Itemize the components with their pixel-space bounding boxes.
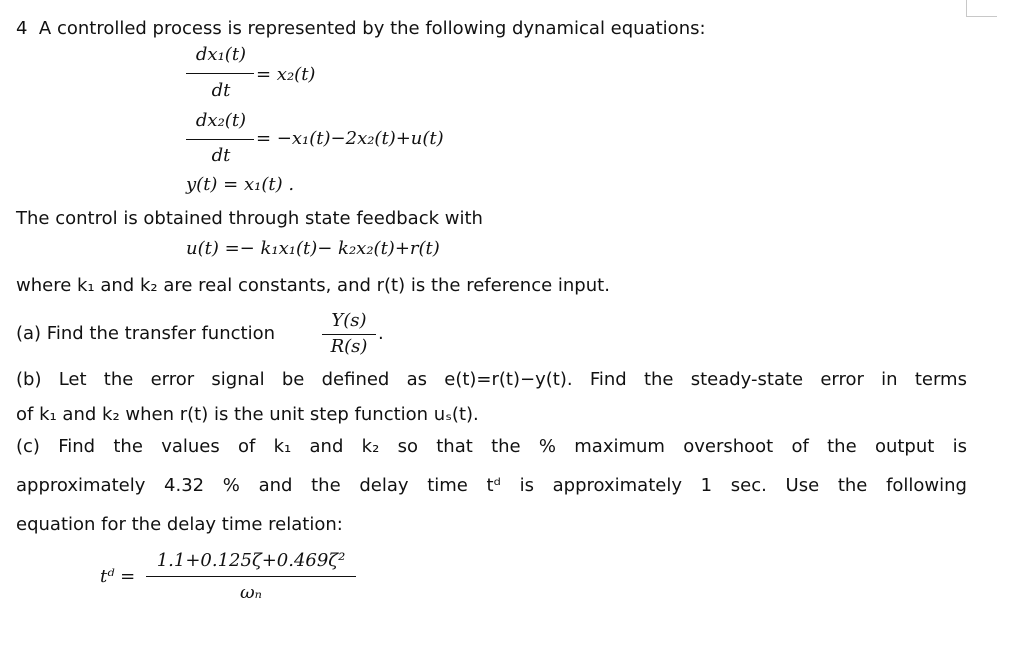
output-equation: y(t) = x₁(t) . <box>186 174 295 195</box>
part-a-period: . <box>378 323 384 344</box>
problem-intro: A controlled process is represented by the following dynamical equations: <box>38 18 706 39</box>
word: 1 <box>700 475 713 496</box>
word: be <box>281 369 305 390</box>
word: (b) <box>16 369 42 390</box>
word: Find <box>589 369 627 390</box>
part-b-line-2: of k₁ and k₂ when r(t) is the unit step function uₛ(t). <box>16 404 479 425</box>
word: e(t)=r(t)−y(t). <box>444 369 573 390</box>
part-b-line-1 <box>16 369 967 390</box>
word: that <box>436 436 473 457</box>
part-c-line-2-words <box>16 475 967 496</box>
word: approximately <box>552 475 682 496</box>
part-a-denominator: R(s) <box>330 336 368 357</box>
word: % <box>222 475 240 496</box>
word: output <box>874 436 935 457</box>
word: of <box>791 436 809 457</box>
part-b-line-1-words <box>16 369 967 390</box>
word: defined <box>321 369 390 390</box>
part-c-line-2 <box>16 475 967 496</box>
word: % <box>538 436 556 457</box>
word: approximately <box>16 475 146 496</box>
part-c-line-3: equation for the delay time relation: <box>16 514 343 535</box>
word: Find <box>58 436 96 457</box>
word: and <box>309 436 344 457</box>
problem-statement <box>16 18 706 39</box>
word: (c) <box>16 436 40 457</box>
part-c-line-1-words <box>16 436 967 457</box>
delay-eq-lhs: tᵈ = <box>100 566 136 587</box>
eq2-numerator: dx₂(t) <box>195 110 247 131</box>
delay-eq-fraction-bar <box>146 576 356 577</box>
word: error <box>150 369 195 390</box>
word: signal <box>211 369 265 390</box>
word: the <box>643 369 674 390</box>
word: tᵈ <box>486 475 501 496</box>
word: delay <box>359 475 409 496</box>
word: is <box>519 475 534 496</box>
eq2-fraction-bar <box>186 139 254 140</box>
word: k₂ <box>361 436 380 457</box>
word: values <box>161 436 220 457</box>
control-intro: The control is obtained through state feedback with <box>16 208 483 229</box>
word: steady-state <box>690 369 804 390</box>
word: and <box>258 475 293 496</box>
word: the <box>827 436 857 457</box>
word: terms <box>914 369 967 390</box>
word: the <box>837 475 868 496</box>
word: the <box>113 436 143 457</box>
word: the <box>103 369 134 390</box>
word: k₁ <box>273 436 292 457</box>
constants-text: where k₁ and k₂ are real constants, and r(t) is the reference input. <box>16 275 610 296</box>
eq1-denominator: dt <box>211 80 231 101</box>
word: the <box>491 436 521 457</box>
word: is <box>952 436 967 457</box>
delay-eq-denominator: ωₙ <box>240 582 262 603</box>
part-a-text: (a) Find the transfer function <box>16 323 275 344</box>
part-a-fraction-bar <box>322 334 376 335</box>
word: in <box>881 369 898 390</box>
word: sec. <box>730 475 767 496</box>
word: Use <box>785 475 820 496</box>
delay-eq-numerator: 1.1+0.125ζ+0.469ζ² <box>156 550 346 571</box>
eq1-numerator: dx₁(t) <box>195 44 247 65</box>
word: the <box>311 475 341 496</box>
window-corner-frame <box>966 0 997 17</box>
eq1-fraction-bar <box>186 73 254 74</box>
control-equation: u(t) =− k₁x₁(t)− k₂x₂(t)+r(t) <box>186 238 440 259</box>
word: time <box>427 475 468 496</box>
eq2-rhs: = −x₁(t)−2x₂(t)+u(t) <box>256 128 444 149</box>
word: so <box>397 436 418 457</box>
problem-number: 4 <box>16 18 28 39</box>
word: as <box>406 369 428 390</box>
eq1-rhs: = x₂(t) <box>256 64 316 85</box>
eq2-denominator: dt <box>211 145 231 166</box>
word: 4.32 <box>164 475 205 496</box>
part-c-line-1 <box>16 436 967 457</box>
word: following <box>886 475 967 496</box>
word: error <box>820 369 864 390</box>
part-a-numerator: Y(s) <box>331 310 367 331</box>
word: of <box>238 436 256 457</box>
word: Let <box>58 369 87 390</box>
word: maximum <box>574 436 665 457</box>
word: overshoot <box>683 436 774 457</box>
